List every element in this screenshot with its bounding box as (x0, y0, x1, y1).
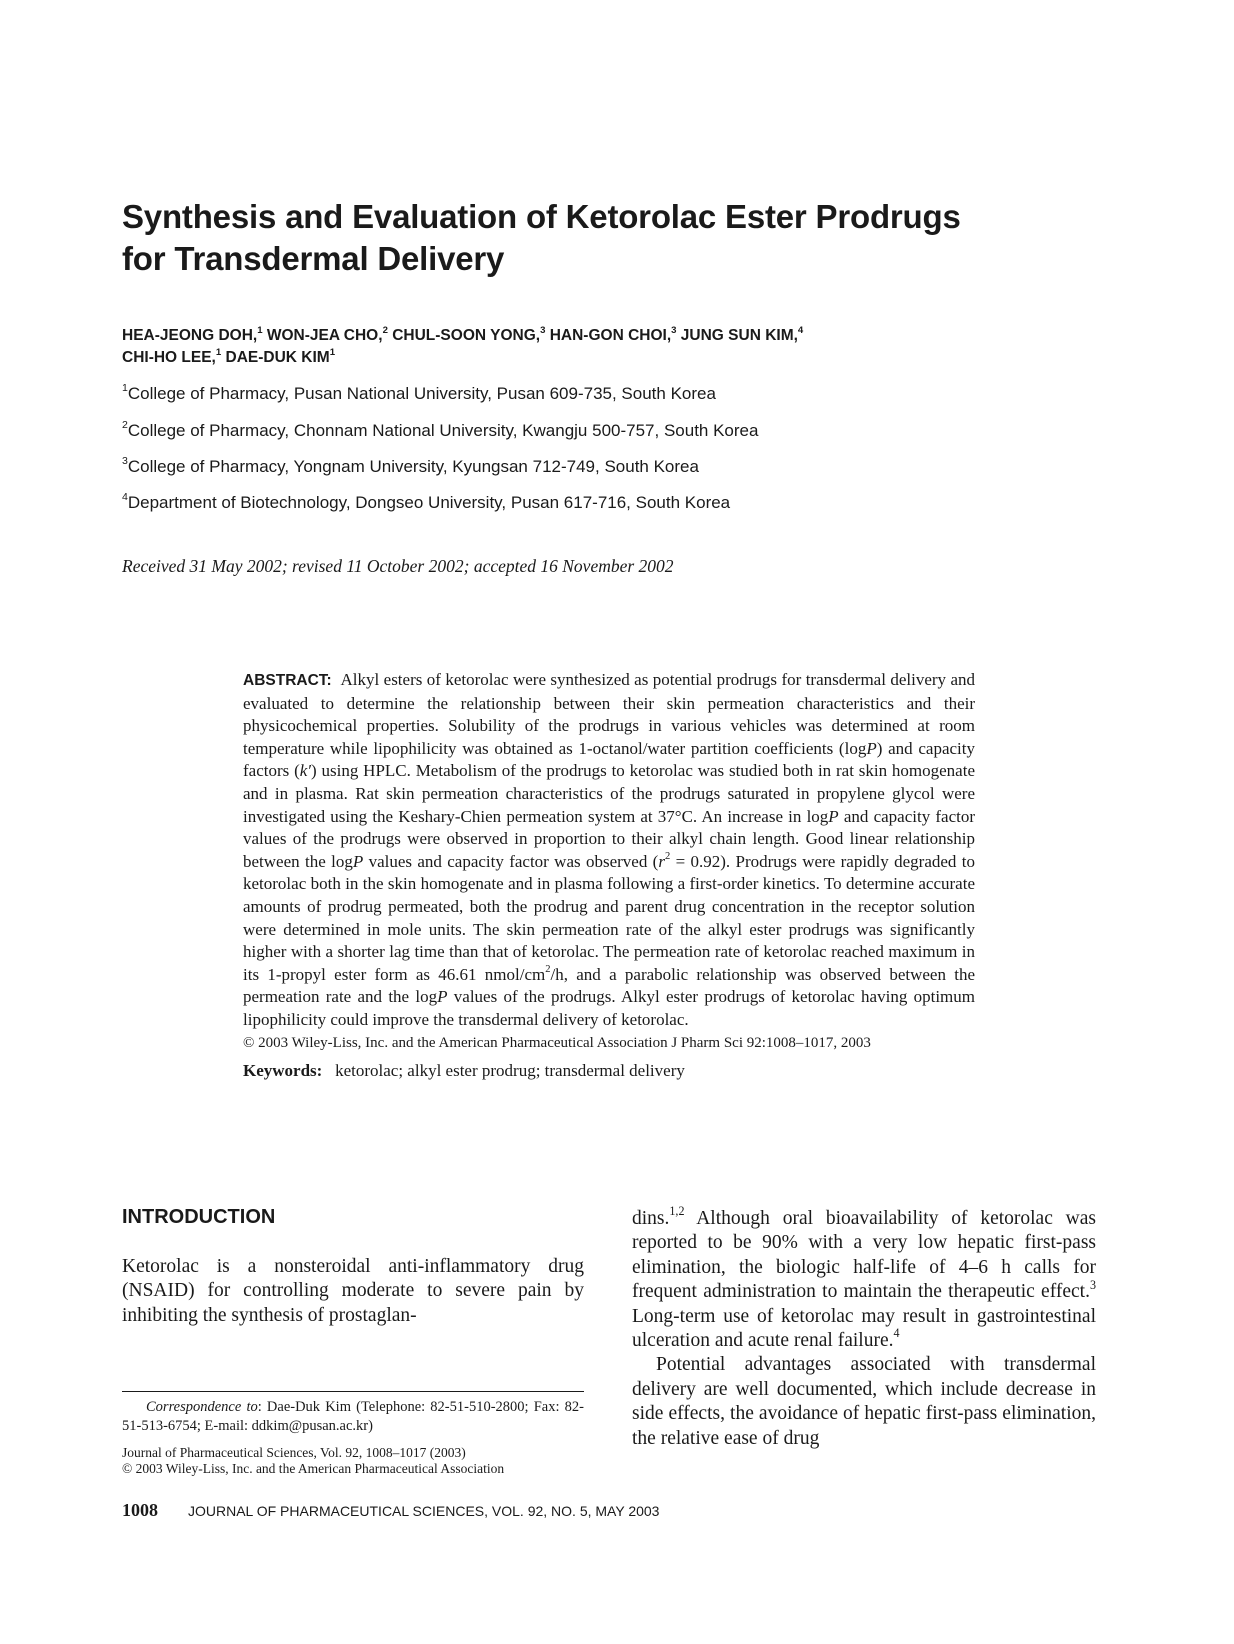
abstract-italic: k′ (299, 761, 312, 781)
abstract-label: ABSTRACT: (243, 672, 332, 689)
abstract-segment: /h, and a parabolic relationship was observed between the permeation rate and the log (243, 964, 975, 1007)
abstract-superscript: 2 (545, 964, 551, 976)
abstract (243, 669, 975, 1082)
journal-info (122, 1445, 592, 1477)
abstract-italic: r (658, 851, 665, 871)
author-name: HAN-GON CHOI, (549, 327, 672, 344)
author-affiliation-mark: 4 (797, 324, 804, 336)
abstract-italic: P (866, 738, 877, 758)
author-name: CHUL-SOON YONG, (392, 327, 541, 344)
correspondence-note (122, 1398, 584, 1436)
body-segment: Although oral bioavailability of ketorolac was reported to be 90% with a very low hepatic first-pass elimination, the biologic half-life of 4–6 h calls for frequent administration to maintain the therapeutic effect. (632, 1208, 1096, 1303)
author-affiliation-mark: 2 (382, 324, 388, 336)
correspondence-label: Correspondence to (146, 1399, 258, 1415)
running-footer: JOURNAL OF PHARMACEUTICAL SCIENCES, VOL. 92, NO. 5, MAY 2003 (188, 1503, 660, 1519)
author-affiliation-mark: 1 (257, 324, 263, 336)
keywords-text: ketorolac; alkyl ester prodrug; transdermal delivery (335, 1060, 685, 1080)
citation-mark: 3 (1089, 1277, 1096, 1292)
affiliation (122, 383, 1022, 405)
correspondence-text: : Dae-Duk Kim (Telephone: 82-51-510-2800; Fax: 82-51-513-6754; E-mail: ddkim@pusan.ac.kr) (122, 1399, 584, 1434)
abstract-copyright: © 2003 Wiley-Liss, Inc. and the American Pharmaceutical Association J Pharm Sci 92:1008–1017, 2003 (243, 1034, 871, 1051)
abstract-text (243, 669, 975, 1032)
author-name: DAE-DUK KIM (225, 349, 330, 366)
affiliation-number: 2 (122, 419, 128, 432)
body-paragraph (632, 1204, 1096, 1353)
journal-copyright: © 2003 Wiley-Liss, Inc. and the American Pharmaceutical Association (122, 1461, 505, 1476)
citation-mark: 1,2 (669, 1204, 685, 1219)
affiliation-text: College of Pharmacy, Yongnam University, Kyungsan 712-749, South Korea (127, 457, 699, 476)
abstract-segment: Alkyl esters of ketorolac were synthesized as potential prodrugs for transdermal delivery and evaluated to determine the relationship between their skin permeation characteristics and their physicochemical properties. Solubility of the prodrugs in various vehicles was determined at room temperature while lipophilicity was obtained as 1-octanol/water partition coefficients (log (243, 670, 976, 758)
abstract-superscript: 2 (664, 851, 671, 863)
body-segment: dins. (632, 1208, 670, 1229)
affiliation-number: 1 (122, 382, 128, 395)
abstract-segment: values of the prodrugs. Alkyl ester prodrugs of ketorolac having optimum lipophilicity could improve the transdermal delivery of ketorolac. (243, 987, 975, 1029)
abstract-segment: and capacity factor values of the prodrugs were observed in proportion to their alkyl chain length. Good linear relationship between the log (243, 806, 975, 871)
author-name: WON-JEA CHO, (266, 327, 383, 344)
author-name: JUNG SUN KIM, (680, 327, 798, 344)
page-number: 1008 (122, 1500, 158, 1520)
abstract-italic: P (352, 851, 364, 871)
affiliation-text: College of Pharmacy, Pusan National University, Pusan 609-735, South Korea (127, 384, 716, 403)
author-name: HEA-JEONG DOH, (122, 327, 258, 344)
abstract-segment: ) using HPLC. Metabolism of the prodrugs to ketorolac was studied both in rat skin homogenate and in plasma. Rat skin permeation characteristics of the prodrugs saturated in propylene glycol were investigated using the Keshary-Chien permeation system at 37°C. An increase in log (243, 761, 975, 826)
citation-mark: 4 (893, 1326, 900, 1341)
affiliation-text: College of Pharmacy, Chonnam National University, Kwangju 500-757, South Korea (127, 421, 759, 440)
section-heading-introduction: INTRODUCTION (122, 1206, 276, 1228)
author-affiliation-mark: 3 (540, 324, 546, 336)
abstract-segment: = 0.92). Prodrugs were rapidly degraded to ketorolac both in the skin homogenate and in plasma following a first-order kinetics. To determine accurate amounts of prodrug permeated, both the prodrug and parent drug concentration in the receptor solution were determined in mole units. The skin permeation rate of the alkyl ester prodrugs was significantly higher with a shorter lag time than that of ketorolac. The permeation rate of ketorolac reached maximum in its 1-propyl ester form as 46.61 nmol/cm (243, 851, 975, 984)
affiliation-number: 4 (122, 491, 128, 504)
affiliation-text: Department of Biotechnology, Dongseo University, Pusan 617-716, South Korea (127, 493, 731, 512)
keywords-label: Keywords: (243, 1060, 323, 1080)
author-affiliation-mark: 1 (329, 346, 336, 358)
affiliation (122, 456, 1022, 478)
footnote-divider (122, 1391, 584, 1392)
affiliation-number: 3 (122, 455, 128, 468)
body-segment: Long-term use of ketorolac may result in gastrointestinal ulceration and acute renal failure. (632, 1305, 1096, 1352)
article-title (122, 196, 1082, 280)
abstract-segment: ) and capacity factors ( (243, 738, 975, 781)
title-line-1: Synthesis and Evaluation of Ketorolac Ester Prodrugs (122, 198, 961, 235)
author-name: CHI-HO LEE, (122, 349, 216, 366)
affiliation (122, 492, 1022, 514)
keywords (243, 1060, 975, 1082)
abstract-italic: P (437, 987, 448, 1007)
affiliation (122, 420, 1022, 442)
page-footer (122, 1500, 659, 1521)
author-affiliation-mark: 1 (215, 346, 222, 358)
author-list (122, 325, 1102, 369)
title-line-2: for Transdermal Delivery (122, 240, 505, 277)
abstract-italic: P (828, 806, 839, 826)
journal-citation: Journal of Pharmaceutical Sciences, Vol. 92, 1008–1017 (2003) (122, 1445, 466, 1460)
body-paragraph: Potential advantages associated with transdermal delivery are well documented, which include decrease in side effects, the avoidance of hepatic first-pass elimination, the relative ease of drug (632, 1354, 1096, 1449)
introduction-column-2 (632, 1204, 1096, 1451)
introduction-column-1: Ketorolac is a nonsteroidal anti-inflammatory drug (NSAID) for controlling moderate to severe pain by inhibiting the synthesis of prostaglan- (122, 1256, 584, 1326)
author-affiliation-mark: 3 (671, 324, 677, 336)
received-dates: Received 31 May 2002; revised 11 October 2002; accepted 16 November 2002 (122, 556, 674, 576)
abstract-segment: values and capacity factor was observed ( (363, 851, 659, 871)
